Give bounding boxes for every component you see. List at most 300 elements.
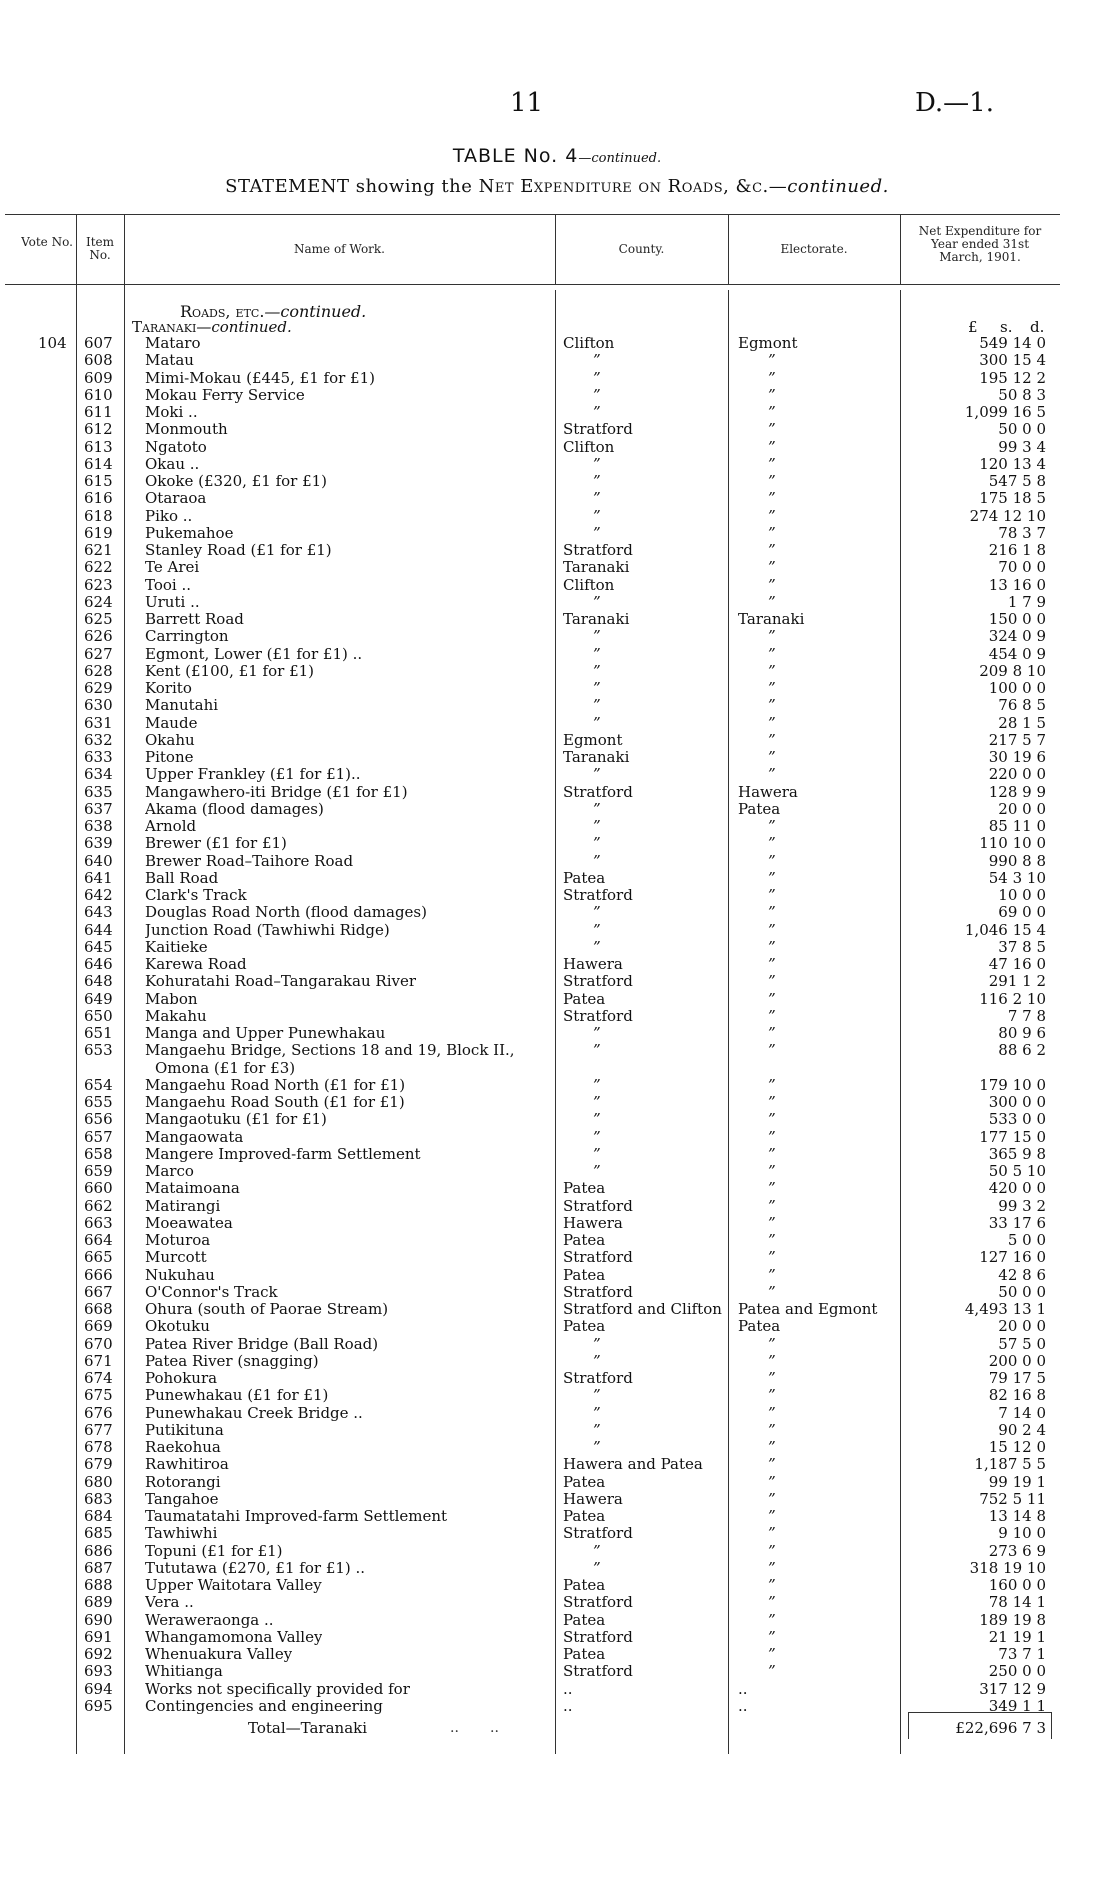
net-expenditure: 90 2 4 [998, 1420, 1046, 1439]
table-header-rule [5, 284, 1060, 285]
electorate: ” [768, 1370, 776, 1387]
net-expenditure: 15 12 0 [988, 1438, 1046, 1456]
county: ” [593, 800, 601, 818]
county: ” [593, 1387, 601, 1405]
name-of-work: Arnold [145, 818, 197, 835]
county: Patea [563, 1318, 606, 1336]
county: ” [593, 835, 601, 853]
net-expenditure: 54 3 10 [988, 868, 1046, 887]
table-row [0, 1508, 1114, 1525]
electorate: ” [768, 1042, 776, 1060]
electorate: Patea [738, 800, 781, 818]
name-of-work: Uruti .. [145, 593, 200, 611]
county: ” [593, 1076, 601, 1094]
net-expenditure: 70 0 0 [998, 558, 1046, 577]
net-expenditure: 13 14 8 [988, 1507, 1046, 1525]
electorate: ” [768, 1335, 776, 1353]
name-of-work: Ngatoto [145, 438, 207, 456]
header-item-no: Item No. [85, 235, 115, 262]
net-expenditure: 47 16 0 [988, 955, 1046, 973]
name-of-work: Mangaowata [145, 1128, 244, 1146]
county: Patea [563, 869, 606, 887]
county: Patea [563, 1266, 606, 1284]
electorate: ” [768, 1473, 776, 1491]
net-expenditure: 200 0 0 [988, 1351, 1046, 1370]
table-row [0, 1008, 1114, 1025]
electorate: ” [768, 507, 776, 525]
county: ” [593, 1421, 601, 1439]
electorate: ” [768, 404, 776, 421]
table-row [0, 1474, 1114, 1491]
electorate: ” [768, 714, 776, 732]
table-row [0, 1180, 1114, 1197]
table-row [0, 1042, 1114, 1059]
electorate: ” [768, 1439, 776, 1456]
table-row [0, 370, 1114, 387]
item-number: 624 [84, 592, 113, 611]
name-of-work: Okoke (£320, £1 for £1) [145, 473, 328, 490]
table-row [0, 1025, 1114, 1042]
county: Patea [563, 990, 606, 1008]
item-number: 676 [84, 1403, 113, 1422]
item-number: 614 [84, 454, 113, 473]
item-number: 641 [84, 868, 113, 887]
electorate: .. [738, 1680, 748, 1698]
name-of-work: Moki .. [145, 404, 198, 421]
table-title-text: TABLE No. 4 [452, 145, 579, 167]
table-row [0, 1543, 1114, 1560]
electorate: ” [768, 990, 776, 1008]
county: ” [593, 1025, 601, 1042]
item-number: 695 [84, 1696, 113, 1715]
county: Patea [563, 1611, 606, 1629]
net-expenditure: 291 1 2 [988, 972, 1046, 991]
electorate: ” [768, 662, 776, 680]
table-row [0, 1646, 1114, 1663]
county: Taranaki [563, 749, 630, 766]
county: Stratford [563, 1628, 633, 1646]
county: Egmont [563, 731, 623, 749]
name-of-work: Putikituna [145, 1421, 224, 1439]
net-expenditure: 160 0 0 [988, 1576, 1046, 1594]
item-number: 628 [84, 661, 113, 680]
electorate: ” [768, 1025, 776, 1042]
county: Taranaki [563, 559, 630, 577]
net-expenditure: 73 7 1 [998, 1645, 1046, 1663]
county: Stratford [563, 1283, 633, 1301]
net-expenditure: 1 7 9 [1007, 592, 1046, 611]
net-expenditure: 99 19 1 [988, 1472, 1046, 1491]
item-number: 694 [84, 1679, 113, 1698]
electorate: ” [768, 1508, 776, 1525]
item-number: 658 [84, 1144, 113, 1163]
county: ” [593, 386, 601, 404]
county: ” [593, 455, 601, 473]
table-row [0, 1370, 1114, 1387]
electorate: ” [768, 473, 776, 490]
name-of-work: Kaitieke [145, 938, 208, 956]
electorate: ” [768, 1611, 776, 1629]
county: ” [593, 645, 601, 663]
item-number: 684 [84, 1507, 113, 1525]
electorate: ” [768, 1007, 776, 1025]
name-of-work: Tututawa (£270, £1 for £1) .. [145, 1559, 366, 1577]
item-number: 686 [84, 1541, 113, 1560]
net-expenditure: 37 8 5 [998, 937, 1046, 956]
table-row [0, 1560, 1114, 1577]
name-of-work: Patea River Bridge (Ball Road) [145, 1335, 379, 1353]
name-of-work: Douglas Road North (flood damages) [145, 904, 427, 922]
electorate: ” [768, 524, 776, 542]
county: Hawera [563, 1490, 623, 1508]
net-expenditure: 1,099 16 5 [964, 403, 1046, 421]
electorate: ” [768, 1525, 776, 1543]
name-of-work: O'Connor's Track [145, 1283, 278, 1301]
table-row [0, 1318, 1114, 1335]
county: ” [593, 1542, 601, 1560]
county: Clifton [563, 576, 615, 594]
county: .. [563, 1697, 573, 1715]
item-number: 625 [84, 610, 113, 628]
county: ” [593, 697, 601, 715]
electorate: ” [768, 421, 776, 439]
name-of-work: Weraweraonga .. [145, 1611, 274, 1629]
electorate: ” [768, 1663, 776, 1681]
electorate: ” [768, 1577, 776, 1594]
county: Stratford [563, 1370, 633, 1387]
item-number: 649 [84, 989, 113, 1008]
item-number: 609 [84, 368, 113, 387]
table-row [0, 542, 1114, 559]
item-number: 663 [84, 1213, 113, 1232]
name-of-work: Akama (flood damages) [145, 800, 324, 818]
name-of-work: Topuni (£1 for £1) [145, 1542, 283, 1560]
table-row [0, 559, 1114, 576]
table-row [0, 1336, 1114, 1353]
table-row [0, 594, 1114, 611]
county: Stratford [563, 1197, 633, 1215]
net-expenditure: 300 0 0 [988, 1093, 1046, 1111]
item-number: 675 [84, 1386, 113, 1405]
table-row [0, 1353, 1114, 1370]
electorate: ” [768, 1283, 776, 1301]
county: Stratford and Clifton [563, 1301, 722, 1318]
net-expenditure: 99 3 2 [998, 1196, 1046, 1215]
name-of-work: Stanley Road (£1 for £1) [145, 542, 332, 559]
name-of-work: Kent (£100, £1 for £1) [145, 662, 315, 680]
table-row [0, 835, 1114, 852]
county: Stratford [563, 1594, 633, 1612]
vote-number: 104 [38, 334, 67, 352]
name-of-work: Clark's Track [145, 887, 247, 904]
electorate: ” [768, 1180, 776, 1198]
item-number: 613 [84, 437, 113, 456]
item-number: 634 [84, 765, 113, 784]
net-expenditure: 1,046 15 4 [964, 920, 1046, 939]
item-number: 632 [84, 730, 113, 749]
net-expenditure: 110 10 0 [979, 834, 1046, 853]
table-row [0, 784, 1114, 801]
county: Patea [563, 1577, 606, 1594]
name-of-work: Pukemahoe [145, 524, 234, 542]
county: Stratford [563, 783, 633, 801]
county: .. [563, 1680, 573, 1698]
county: ” [593, 1128, 601, 1146]
section-heading-continued: —continued. [264, 302, 367, 321]
item-number: 651 [84, 1024, 113, 1042]
name-of-work: Maude [145, 714, 198, 732]
net-expenditure: 7 7 8 [1007, 1006, 1046, 1025]
name-of-work: Manga and Upper Punewhakau [145, 1025, 386, 1042]
table-row [0, 1077, 1114, 1094]
table-row [0, 1163, 1114, 1180]
table-row [0, 1267, 1114, 1284]
item-number: 618 [84, 506, 113, 525]
item-number: 633 [84, 748, 113, 766]
net-expenditure: 454 0 9 [988, 644, 1046, 663]
county: ” [593, 766, 601, 784]
table-row [0, 1129, 1114, 1146]
electorate: Egmont [738, 335, 798, 352]
name-of-work: Makahu [145, 1007, 207, 1025]
total-leader-dots: .. .. [450, 1720, 499, 1736]
subsection-heading [132, 318, 292, 336]
electorate: ” [768, 1559, 776, 1577]
item-number: 622 [84, 558, 113, 577]
item-number: 623 [84, 575, 113, 594]
county: ” [593, 524, 601, 542]
item-number: 626 [84, 627, 113, 646]
item-number: 643 [84, 903, 113, 922]
table-row [0, 525, 1114, 542]
county: ” [593, 662, 601, 680]
table-row [0, 611, 1114, 628]
name-of-work: Upper Frankley (£1 for £1).. [145, 766, 361, 784]
table-title [0, 145, 1114, 167]
net-expenditure: 250 0 0 [988, 1662, 1046, 1681]
statement-small-caps: Net Expenditure on Roads, &c. [478, 176, 769, 197]
net-expenditure: 990 8 8 [988, 851, 1046, 870]
name-of-work: Mangaotuku (£1 for £1) [145, 1111, 327, 1129]
item-number: 677 [84, 1420, 113, 1439]
electorate: ” [768, 645, 776, 663]
county: Stratford [563, 1525, 633, 1543]
net-expenditure: 88 6 2 [998, 1041, 1046, 1060]
name-of-work: Kohuratahi Road–Tangarakau River [145, 973, 417, 991]
county: ” [593, 1404, 601, 1422]
table-row [0, 1249, 1114, 1266]
county: ” [593, 1439, 601, 1456]
net-expenditure: 69 0 0 [998, 903, 1046, 922]
net-expenditure: 50 0 0 [998, 420, 1046, 439]
name-of-work: Okotuku [145, 1318, 210, 1336]
name-of-work: Omona (£1 for £3) [155, 1059, 296, 1077]
table-row [0, 1629, 1114, 1646]
name-of-work: Patea River (snagging) [145, 1352, 319, 1370]
name-of-work: Okahu [145, 731, 195, 749]
item-number: 608 [84, 351, 113, 370]
county: Patea [563, 1508, 606, 1525]
net-expenditure: 189 19 8 [979, 1610, 1046, 1629]
electorate: ” [768, 731, 776, 749]
electorate: ” [768, 852, 776, 870]
table-row [0, 956, 1114, 973]
table-row [0, 1198, 1114, 1215]
electorate: ” [768, 352, 776, 370]
electorate: ” [768, 386, 776, 404]
item-number: 670 [84, 1334, 113, 1353]
electorate: Hawera [738, 783, 798, 801]
table-row [0, 1491, 1114, 1508]
electorate: ” [768, 369, 776, 387]
name-of-work: Korito [145, 680, 192, 697]
electorate: ” [768, 749, 776, 766]
table-row [0, 1681, 1114, 1698]
county: Stratford [563, 1007, 633, 1025]
net-expenditure: 85 11 0 [988, 817, 1046, 835]
electorate: ” [768, 1163, 776, 1180]
name-of-work: Mataro [145, 335, 201, 352]
name-of-work: Matau [145, 352, 194, 370]
table-row [0, 421, 1114, 438]
electorate: ” [768, 1404, 776, 1422]
county: Patea [563, 1232, 606, 1249]
item-number: 645 [84, 937, 113, 956]
item-number: 638 [84, 817, 113, 835]
net-expenditure: 79 17 5 [988, 1369, 1046, 1387]
item-number: 650 [84, 1006, 113, 1025]
table-row [0, 508, 1114, 525]
electorate: ” [768, 904, 776, 922]
table-row [0, 1525, 1114, 1542]
electorate: ” [768, 1249, 776, 1267]
name-of-work: Works not specifically provided for [145, 1680, 410, 1698]
electorate: ” [768, 1352, 776, 1370]
table-row [0, 939, 1114, 956]
net-expenditure: 150 0 0 [988, 610, 1046, 628]
item-number: 646 [84, 955, 113, 973]
table-row [0, 1405, 1114, 1422]
table-top-rule [5, 214, 1060, 215]
table-row [0, 490, 1114, 507]
table-row [0, 1594, 1114, 1611]
table-row [0, 1094, 1114, 1111]
name-of-work: Mokau Ferry Service [145, 386, 305, 404]
pence-label: d. [1030, 318, 1045, 336]
table-row [0, 818, 1114, 835]
item-number: 691 [84, 1627, 113, 1646]
net-expenditure: 82 16 8 [988, 1386, 1046, 1405]
electorate: ” [768, 869, 776, 887]
county: Patea [563, 1473, 606, 1491]
electorate: ” [768, 921, 776, 939]
net-expenditure: 100 0 0 [988, 679, 1046, 697]
header-county: County. [618, 242, 665, 256]
name-of-work: Mangaehu Road South (£1 for £1) [145, 1094, 405, 1111]
county: ” [593, 1145, 601, 1163]
item-number: 644 [84, 920, 113, 939]
net-expenditure: 177 15 0 [979, 1127, 1046, 1146]
name-of-work: Okau .. [145, 455, 200, 473]
table-row [0, 922, 1114, 939]
electorate: ” [768, 835, 776, 853]
table-row [0, 628, 1114, 645]
county: Clifton [563, 438, 615, 456]
net-expenditure: 547 5 8 [988, 472, 1046, 490]
net-expenditure: 128 9 9 [988, 782, 1046, 801]
electorate: ” [768, 1128, 776, 1146]
name-of-work: Te Arei [145, 559, 200, 577]
county: ” [593, 352, 601, 370]
net-expenditure: 30 19 6 [988, 748, 1046, 766]
county: ” [593, 852, 601, 870]
item-number: 692 [84, 1645, 113, 1663]
name-of-work: Matirangi [145, 1197, 221, 1215]
county: ” [593, 369, 601, 387]
electorate: ” [768, 1421, 776, 1439]
name-of-work: Brewer (£1 for £1) [145, 835, 287, 853]
header-name-of-work: Name of Work. [294, 242, 385, 256]
net-expenditure: 274 12 10 [969, 506, 1046, 525]
county: ” [593, 628, 601, 646]
county: ” [593, 714, 601, 732]
electorate: ” [768, 1094, 776, 1111]
county: Patea [563, 1180, 606, 1198]
table-row [0, 352, 1114, 369]
net-expenditure: 50 8 3 [998, 385, 1046, 404]
item-number: 656 [84, 1110, 113, 1129]
item-number: 610 [84, 385, 113, 404]
table-row [0, 473, 1114, 490]
name-of-work: Mimi-Mokau (£445, £1 for £1) [145, 369, 375, 387]
net-expenditure: 116 2 10 [979, 989, 1046, 1008]
net-expenditure: 752 5 11 [979, 1489, 1046, 1508]
item-number: 689 [84, 1593, 113, 1612]
table-row [0, 1663, 1114, 1680]
name-of-work: Tooi .. [145, 576, 192, 594]
item-number: 607 [84, 334, 113, 352]
net-expenditure: 78 14 1 [988, 1593, 1046, 1612]
net-expenditure: 42 8 6 [998, 1265, 1046, 1284]
county: Stratford [563, 887, 633, 904]
item-number: 648 [84, 972, 113, 991]
statement-start: STATEMENT showing the [225, 176, 473, 197]
electorate: ” [768, 680, 776, 697]
county: ” [593, 1559, 601, 1577]
name-of-work: Barrett Road [145, 611, 244, 628]
item-number: 653 [84, 1041, 113, 1060]
name-of-work: Mabon [145, 990, 198, 1008]
item-number: 635 [84, 782, 113, 801]
table-row [0, 1301, 1114, 1318]
net-expenditure: 216 1 8 [988, 541, 1046, 559]
item-number: 657 [84, 1127, 113, 1146]
name-of-work: Taumatatahi Improved-farm Settlement [145, 1508, 448, 1525]
name-of-work: Junction Road (Tawhiwhi Ridge) [145, 921, 390, 939]
table-row [0, 1060, 1114, 1077]
item-number: 667 [84, 1282, 113, 1301]
table-row [0, 904, 1114, 921]
table-row [0, 715, 1114, 732]
table-row [0, 335, 1114, 352]
shillings-label: s. [1000, 318, 1013, 336]
county: ” [593, 593, 601, 611]
table-row [0, 749, 1114, 766]
header-electorate: Electorate. [780, 242, 848, 256]
name-of-work: Mangaehu Road North (£1 for £1) [145, 1076, 406, 1094]
county: Stratford [563, 542, 633, 559]
item-number: 666 [84, 1265, 113, 1284]
